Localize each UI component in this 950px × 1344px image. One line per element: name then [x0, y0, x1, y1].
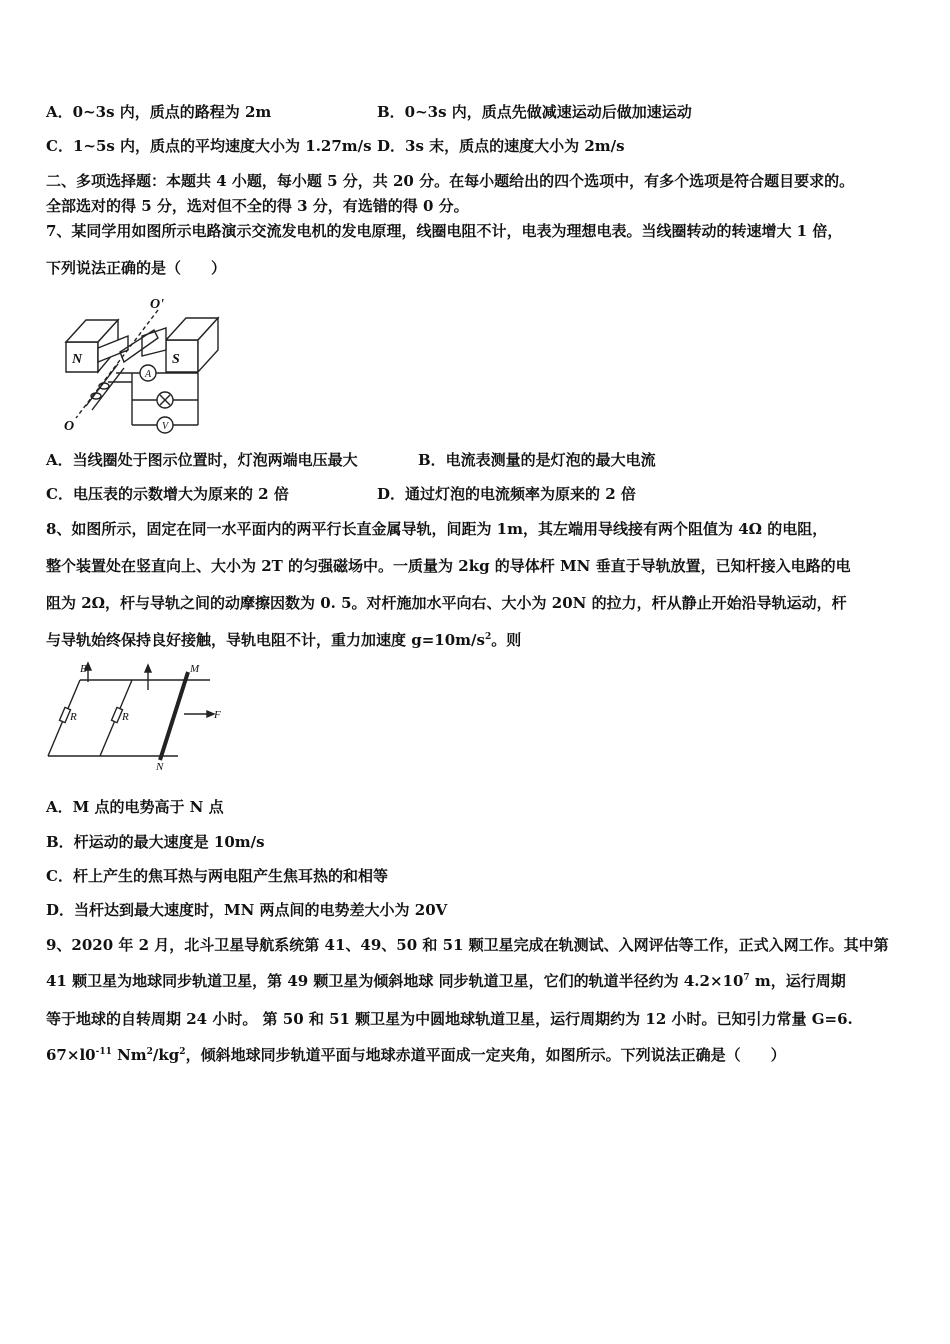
- q8-stem-line2: 整个装置处在竖直向上、大小为 2T 的匀强磁场中。一质量为 2kg 的导体杆 MN 垂直于导轨放置，已知杆接入电路的电: [46, 557, 851, 575]
- voltmeter-label: V: [161, 421, 169, 432]
- axis-bottom-label: O: [64, 419, 75, 434]
- q6-option-d: D．3s 末，质点的速度大小为 2m/s: [377, 137, 625, 155]
- q9-stem-line4: $67\times l0^{-11}$ $Nm^2/kg^2$，倾斜地球同步轨道平面与地球赤道平面成一定夹角，如图所示。下列说法正确是（ ）: [46, 1046, 786, 1064]
- q8-stem-line4: 与导轨始终保持良好接触，导轨电阻不计，重力加速度 $g=10m/s^2$。则: [46, 631, 522, 649]
- q8-option-b: B．杆运动的最大速度是 10m/s: [46, 833, 265, 851]
- section-heading-line1: 二、多项选择题：本题共 4 小题，每小题 5 分，共 20 分。在每小题给出的四个选项中，有多个选项是符合题目要求的。: [46, 172, 855, 190]
- q8-stem-line1: 8、如图所示，固定在同一水平面内的两平行长直金属导轨，间距为 1m，其左端用导线接有两个阻值为 4Ω 的电阻，: [46, 520, 828, 538]
- q6-option-c: C．1~5s 内，质点的平均速度大小为 1.27m/s: [46, 137, 372, 155]
- q9-stem-line1: 9、2020 年 2 月，北斗卫星导航系统第 41、49、50 和 51 颗卫星完成在轨测试、入网评估等工作，正式入网工作。其中第: [46, 936, 889, 954]
- q7-stem-line2: 下列说法正确的是（ ）: [46, 259, 227, 277]
- axis-top-label: O': [150, 297, 164, 312]
- q9-stem-line2: 41 颗卫星为地球同步轨道卫星，第 49 颗卫星为倾斜地球 同步轨道卫星，它们的轨道半径约为 $4.2\times 10^7$ m，运行周期: [46, 972, 846, 990]
- q8-stem-line3: 阻为 2Ω，杆与导轨之间的动摩擦因数为 0. 5。对杆施加水平向右、大小为 20N 的拉力，杆从静止开始沿导轨运动，杆: [46, 594, 847, 612]
- force-f-label: F: [214, 709, 221, 721]
- q7-option-b: B．电流表测量的是灯泡的最大电流: [418, 451, 656, 469]
- section-heading-line2: 全部选对的得 5 分，选对但不全的得 3 分，有选错的得 0 分。: [46, 197, 469, 215]
- resistor-1-label: R: [70, 711, 77, 723]
- q9-stem-line3: 等于地球的自转周期 24 小时。 第 50 和 51 颗卫星为中圆地球轨道卫星，运行周期约为 12 小时。已知引力常量 G=6.: [46, 1010, 853, 1028]
- field-b-label: B: [80, 663, 87, 675]
- q7-option-d: D．通过灯泡的电流频率为原来的 2 倍: [377, 485, 636, 503]
- q7-option-c: C．电压表的示数增大为原来的 2 倍: [46, 485, 289, 503]
- resistor-2-label: R: [122, 711, 129, 723]
- rail-circuit-figure: [44, 660, 224, 772]
- point-n-label: N: [156, 761, 164, 772]
- q7-option-a: A．当线圈处于图示位置时，灯泡两端电压最大: [46, 451, 358, 469]
- q6-option-a: A．0~3s 内，质点的路程为 2m: [46, 103, 272, 121]
- ammeter-label: A: [144, 369, 152, 380]
- generator-circuit-figure: [58, 290, 238, 440]
- q6-option-b: B．0~3s 内，质点先做减速运动后做加速运动: [377, 103, 692, 121]
- q8-option-a: A．M 点的电势高于 N 点: [46, 798, 224, 816]
- q8-option-d: D．当杆达到最大速度时，MN 两点间的电势差大小为 20V: [46, 901, 448, 919]
- q8-option-c: C．杆上产生的焦耳热与两电阻产生焦耳热的和相等: [46, 867, 388, 885]
- point-m-label: M: [190, 663, 200, 675]
- magnet-s-label: S: [172, 352, 180, 367]
- magnet-n-label: N: [72, 352, 83, 367]
- q7-stem-line1: 7、某同学用如图所示电路演示交流发电机的发电原理，线圈电阻不计，电表为理想电表。当线圈转动的转速增大 1 倍，: [46, 222, 843, 240]
